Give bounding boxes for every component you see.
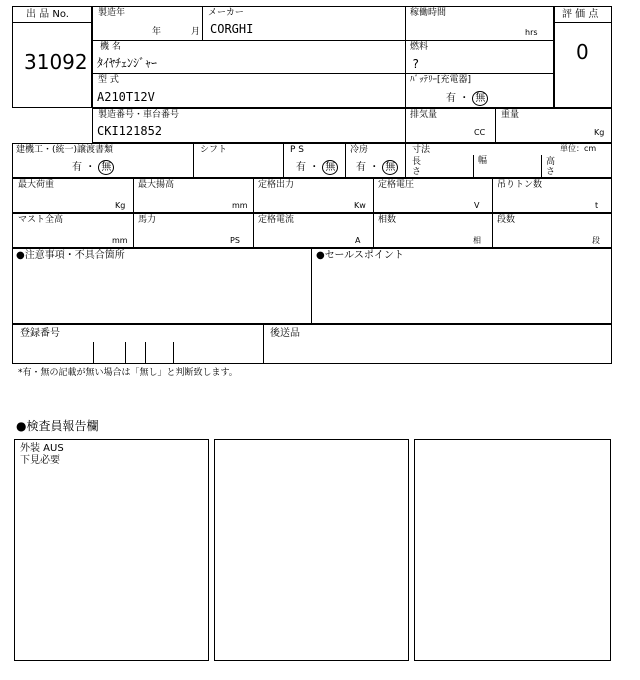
ps-options bbox=[296, 160, 338, 175]
weight-unit: Kg bbox=[594, 128, 605, 137]
model-name-label: 機 名 bbox=[100, 42, 121, 52]
rated-output-unit: Kw bbox=[354, 201, 366, 210]
year-label: 製造年 bbox=[98, 8, 126, 18]
mast-label: マスト全高 bbox=[18, 215, 64, 225]
divider bbox=[311, 248, 312, 324]
max-lift-unit: mm bbox=[232, 201, 248, 210]
lot-number: 31092 bbox=[24, 50, 88, 74]
divider bbox=[202, 6, 203, 40]
month-suffix: 月 bbox=[191, 27, 201, 37]
fuel-label: 燃料 bbox=[410, 42, 429, 52]
divider bbox=[554, 22, 612, 23]
serial-value: CKI121852 bbox=[97, 124, 163, 138]
maker-value: CORGHI bbox=[210, 22, 254, 36]
cooler-sep: ・ bbox=[369, 162, 380, 173]
hours-label: 稼働時間 bbox=[410, 8, 447, 18]
rating-value: 0 bbox=[576, 40, 589, 64]
rated-output-label: 定格出力 bbox=[258, 180, 295, 190]
aftersend-label: 後送品 bbox=[270, 328, 300, 339]
inspector-box-2 bbox=[214, 439, 409, 661]
divider bbox=[283, 143, 284, 178]
cooler-yes: 有 bbox=[356, 162, 366, 173]
maker-label: メーカー bbox=[208, 8, 244, 18]
cooler-no-circled: 無 bbox=[382, 160, 398, 175]
lot-label: 出 品 No. bbox=[26, 9, 69, 20]
divider bbox=[193, 143, 194, 178]
caution-label: ●注意事項・不具合箇所 bbox=[16, 250, 125, 261]
divider bbox=[93, 342, 94, 364]
hoist-label: 吊りトン数 bbox=[497, 180, 543, 190]
divider bbox=[12, 22, 92, 23]
battery-yes: 有 bbox=[446, 93, 456, 104]
divider bbox=[173, 342, 174, 364]
inspector-line-1: 外装 AUS bbox=[20, 443, 64, 454]
max-load-label: 最大荷重 bbox=[18, 180, 55, 190]
divider bbox=[263, 324, 264, 364]
ps-no-circled: 無 bbox=[322, 160, 338, 175]
cooler-label: 冷房 bbox=[350, 145, 369, 155]
displacement-label: 排気量 bbox=[410, 110, 438, 120]
hours-unit: hrs bbox=[525, 28, 538, 37]
weight-label: 重量 bbox=[501, 110, 520, 120]
ps-sep: ・ bbox=[309, 162, 320, 173]
type-label: 型 式 bbox=[98, 75, 119, 85]
divider bbox=[92, 73, 554, 74]
inspector-box-3 bbox=[414, 439, 611, 661]
steps-label: 段数 bbox=[497, 215, 516, 225]
footnote: *有・無の記載が無い場合は「無し」と判断致します。 bbox=[18, 368, 238, 378]
mast-unit: mm bbox=[112, 236, 128, 245]
phase-label: 相数 bbox=[378, 215, 397, 225]
spec-row-3 bbox=[12, 213, 612, 248]
type-value: A210T12V bbox=[97, 90, 155, 104]
displacement-unit: CC bbox=[474, 128, 486, 137]
divider bbox=[405, 108, 406, 143]
inspector-title: ●検査員報告欄 bbox=[16, 419, 99, 433]
transfer-sep: ・ bbox=[85, 162, 96, 173]
steps-unit: 段 bbox=[592, 236, 600, 245]
divider bbox=[125, 342, 126, 364]
reg-label: 登録番号 bbox=[20, 328, 60, 339]
registration-row bbox=[12, 324, 612, 364]
transfer-options bbox=[72, 160, 114, 175]
width-label: 幅 bbox=[478, 156, 488, 166]
cooler-options bbox=[356, 160, 398, 175]
battery-options bbox=[446, 91, 488, 106]
model-name-value: ﾀｲﾔﾁｪﾝｼﾞｬｰ bbox=[97, 56, 158, 70]
serial-label: 製造番号・車台番号 bbox=[98, 110, 180, 120]
rated-voltage-unit: V bbox=[474, 201, 480, 210]
hoist-unit: t bbox=[595, 201, 599, 210]
battery-no-circled: 無 bbox=[472, 91, 488, 106]
ps-label: P S bbox=[290, 145, 305, 155]
shift-label: シフト bbox=[200, 145, 228, 155]
battery-label: ﾊﾞｯﾃﾘｰ[充電器] bbox=[410, 75, 472, 85]
divider bbox=[541, 155, 542, 178]
hp-unit: PS bbox=[230, 236, 240, 245]
rating-label: 評 価 点 bbox=[562, 9, 599, 20]
battery-sep: ・ bbox=[459, 93, 470, 104]
length-label: 長さ bbox=[412, 157, 422, 177]
max-load-unit: Kg bbox=[115, 201, 126, 210]
dims-label: 寸法 bbox=[412, 145, 431, 155]
transfer-label: 建機工・(統一)譲渡書類 bbox=[16, 145, 114, 155]
height-label: 高さ bbox=[546, 157, 556, 177]
inspector-line-2: 下見必要 bbox=[20, 455, 60, 466]
rated-voltage-label: 定格電圧 bbox=[378, 180, 415, 190]
transfer-no-circled: 無 bbox=[98, 160, 114, 175]
inspector-box-1 bbox=[14, 439, 209, 661]
rated-current-unit: A bbox=[355, 236, 361, 245]
hp-label: 馬力 bbox=[138, 215, 157, 225]
divider bbox=[495, 108, 496, 143]
divider bbox=[473, 155, 474, 178]
fuel-value: ? bbox=[412, 57, 420, 71]
transfer-yes: 有 bbox=[72, 162, 82, 173]
divider bbox=[345, 143, 346, 178]
sales-label: ●セールスポイント bbox=[316, 250, 404, 261]
divider bbox=[145, 342, 146, 364]
phase-unit: 相 bbox=[473, 236, 481, 245]
year-suffix: 年 bbox=[152, 27, 162, 37]
dims-unit: 単位：cm bbox=[560, 144, 597, 153]
divider bbox=[405, 6, 406, 108]
divider bbox=[405, 143, 406, 178]
max-lift-label: 最大揚高 bbox=[138, 180, 175, 190]
divider bbox=[92, 40, 554, 41]
ps-yes: 有 bbox=[296, 162, 306, 173]
rated-current-label: 定格電流 bbox=[258, 215, 295, 225]
